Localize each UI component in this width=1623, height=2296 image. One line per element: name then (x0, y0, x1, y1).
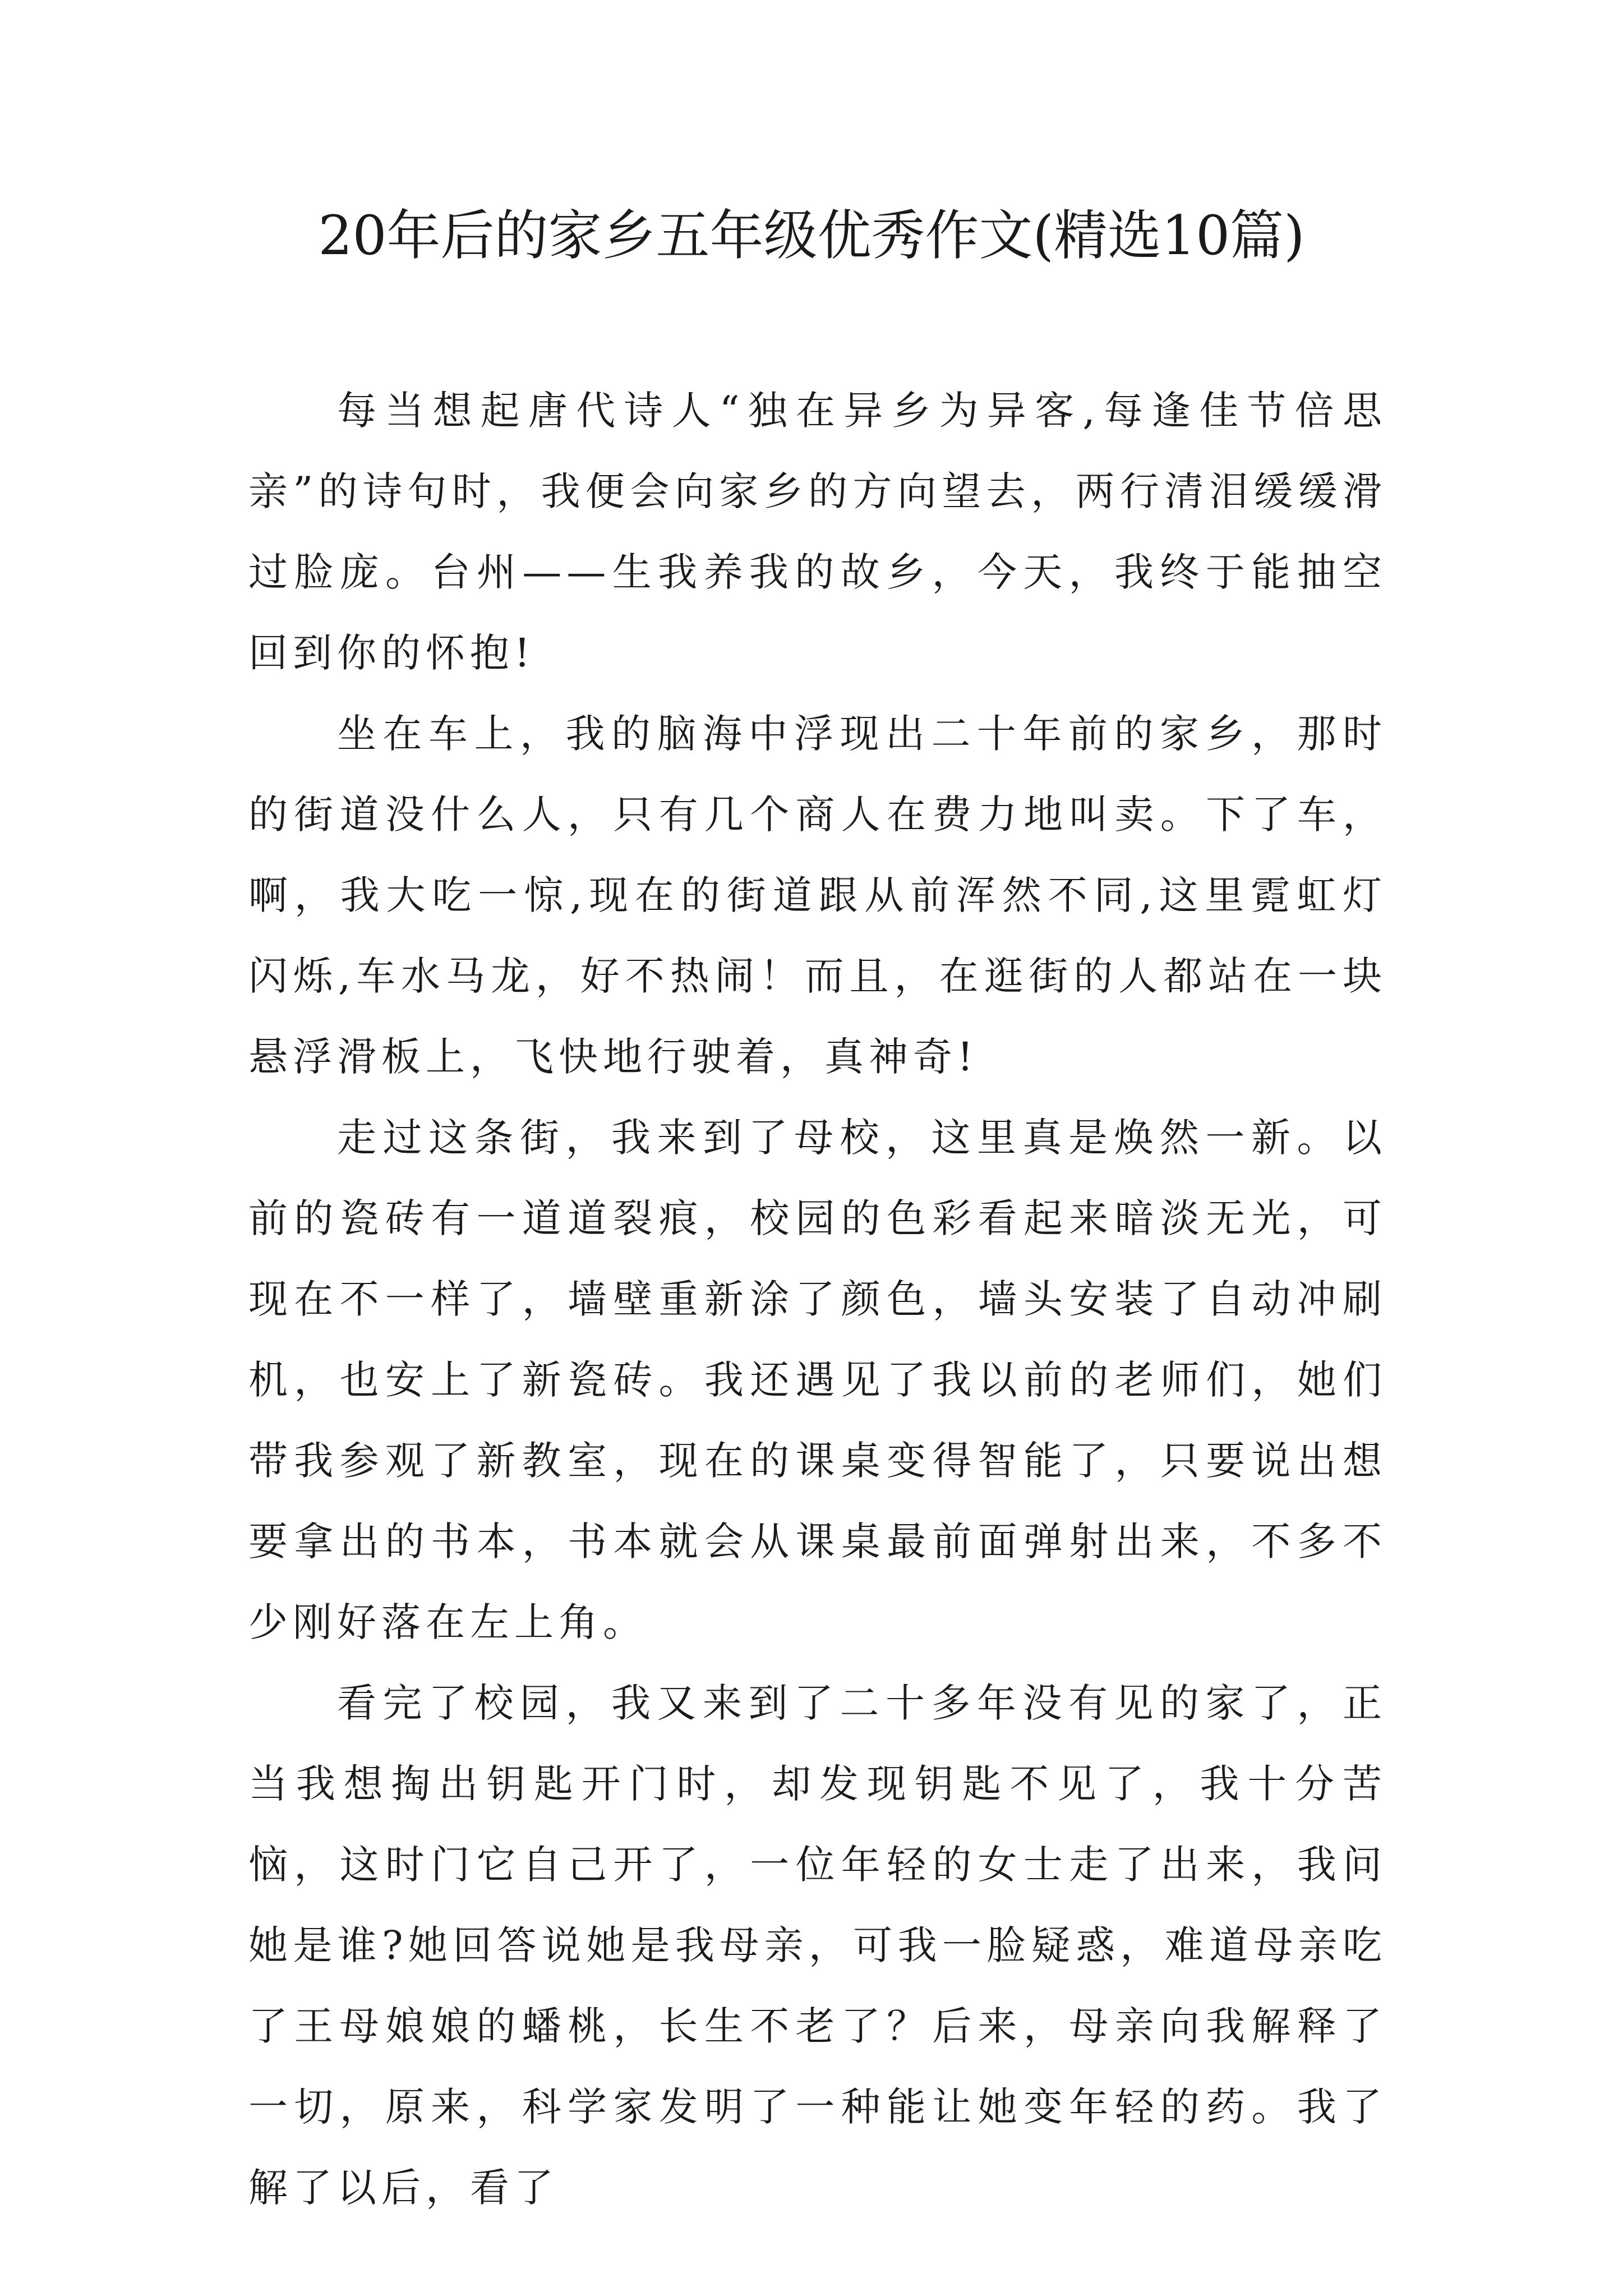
document-body (248, 370, 1387, 2228)
paragraph: 坐在车上，我的脑海中浮现出二十年前的家乡，那时的街道没什么人，只有几个商人在费力地叫卖。下了车，啊，我大吃一惊,现在的街道跟从前浑然不同,这里霓虹灯闪烁,车水马龙，好不热闹！而且，在逛街的人都站在一块悬浮滑板上，飞快地行驶着，真神奇! (248, 711, 1387, 1080)
paragraph: 看完了校园，我又来到了二十多年没有见的家了，正当我想掏出钥匙开门时，却发现钥匙不见了，我十分苦恼，这时门它自己开了，一位年轻的女士走了出来，我问她是谁?她回答说她是我母亲，可我一脸疑惑，难道母亲吃了王母娘娘的蟠桃，长生不老了？后来，母亲向我解释了一切，原来，科学家发明了一种能让她变年轻的药。我了解了以后，看了 (248, 1680, 1387, 2211)
paragraph: 走过这条街，我来到了母校，这里真是焕然一新。以前的瓷砖有一道道裂痕，校园的色彩看起来暗淡无光，可现在不一样了，墙壁重新涂了颜色，墙头安装了自动冲刷机，也安上了新瓷砖。我还遇见了我以前的老师们，她们带我参观了新教室，现在的课桌变得智能了，只要说出想要拿出的书本，书本就会从课桌最前面弹射出来，不多不少刚好落在左上角。 (248, 1115, 1387, 1645)
document-title: 20年后的家乡五年级优秀作文(精选10篇) (318, 204, 1305, 267)
paragraph: 每当想起唐代诗人“独在异乡为异客,每逢佳节倍思亲”的诗句时，我便会向家乡的方向望去，两行清泪缓缓滑过脸庞。台州——生我养我的故乡，今天，我终于能抽空回到你的怀抱! (248, 388, 1387, 676)
